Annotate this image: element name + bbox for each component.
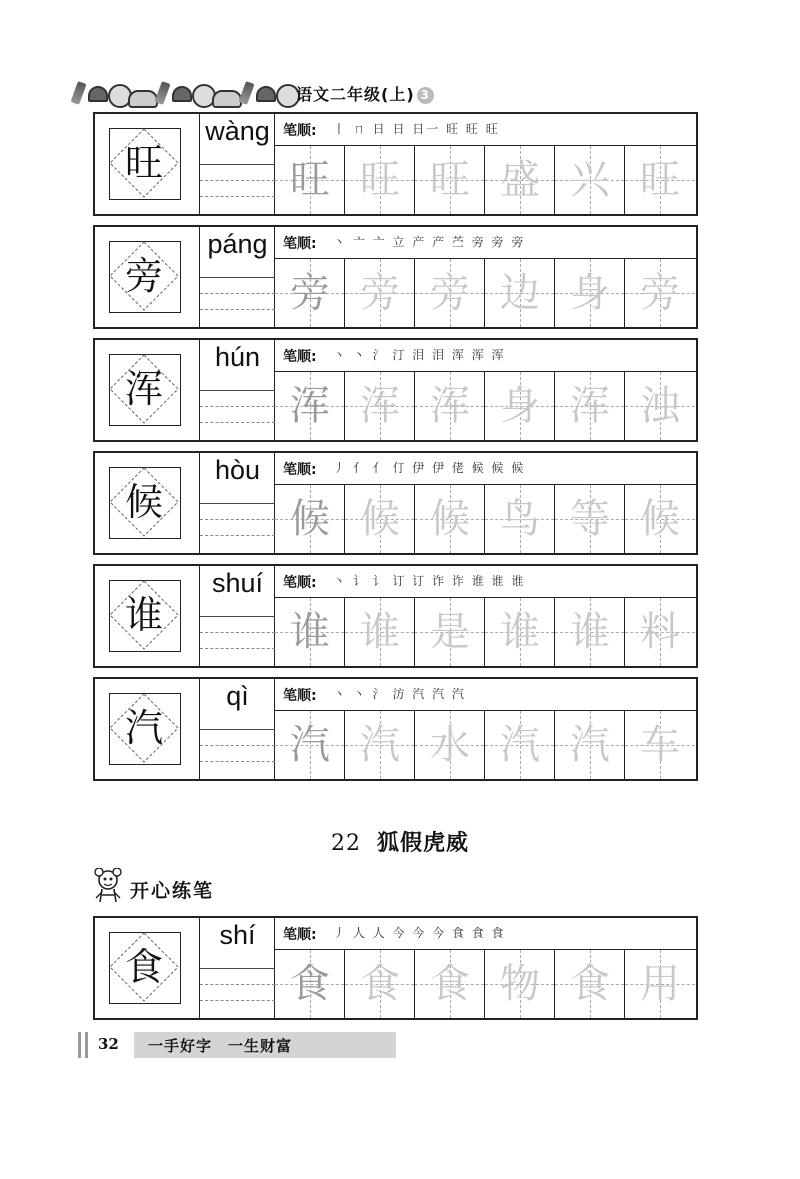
tracing-char: 食 [290, 961, 330, 1007]
tracing-cell[interactable] [275, 146, 345, 214]
stroke-order-area [275, 918, 696, 950]
lesson-title [0, 826, 800, 857]
mushroom-icon [172, 86, 192, 102]
mushroom-icon [88, 86, 108, 102]
tracing-cell[interactable] [555, 711, 625, 779]
stroke-order-area [275, 340, 696, 372]
tracing-cell[interactable] [415, 259, 485, 327]
pinyin: shuí [211, 568, 264, 598]
tracing-char: 浑 [290, 383, 330, 429]
tracing-char: 等 [570, 496, 610, 542]
tracing-grid [275, 372, 696, 440]
tracing-char: 盛 [500, 157, 540, 203]
header-title [296, 82, 434, 105]
tracing-char: 水 [430, 722, 470, 768]
practice-row [93, 112, 698, 216]
footer-bars [78, 1032, 88, 1058]
model-char-box [95, 114, 200, 214]
tracing-cell[interactable] [415, 711, 485, 779]
model-char-box [95, 453, 200, 553]
tracing-char: 物 [500, 961, 540, 1007]
pinyin: hún [214, 342, 261, 372]
tracing-char: 汽 [360, 722, 400, 768]
practice-row [93, 677, 698, 781]
practice-row [93, 564, 698, 668]
pinyin-box [200, 453, 275, 553]
model-char: 汽 [124, 706, 163, 750]
tracing-grid [275, 259, 696, 327]
pinyin: páng [207, 229, 268, 259]
tracing-char: 身 [500, 383, 540, 429]
model-char-box [95, 227, 200, 327]
stroke-order-area [275, 679, 696, 711]
tracing-char: 食 [360, 961, 400, 1007]
tracing-grid [275, 485, 696, 553]
page-number: 32 [98, 1035, 119, 1053]
tracing-grid [275, 146, 696, 214]
tracing-cell[interactable] [275, 485, 345, 553]
tracing-char: 浑 [430, 383, 470, 429]
tracing-char: 谁 [570, 609, 610, 655]
tracing-char: 旁 [640, 270, 680, 316]
stroke-order-sequence: 丿 人 人 今 今 今 食 食 食 [333, 926, 506, 940]
tracing-cell[interactable] [625, 950, 695, 1018]
tracing-char: 旺 [360, 157, 400, 203]
pencil-icon [71, 81, 87, 105]
practice-row [93, 225, 698, 329]
tracing-cell[interactable] [345, 950, 415, 1018]
tracing-char: 用 [640, 961, 680, 1007]
pencil-icon [239, 81, 255, 105]
tracing-cell[interactable] [485, 485, 555, 553]
stroke-order-label: 笔顺: [283, 688, 317, 704]
stroke-order-area [275, 566, 696, 598]
tracing-char: 浑 [570, 383, 610, 429]
tracing-char: 浑 [360, 383, 400, 429]
tracing-cell[interactable] [555, 146, 625, 214]
practice-row [93, 916, 698, 1020]
page-header [70, 78, 470, 112]
pinyin-box [200, 918, 275, 1018]
model-char-box [95, 679, 200, 779]
tracing-cell[interactable] [485, 711, 555, 779]
tracing-cell[interactable] [275, 598, 345, 666]
pinyin: qì [226, 681, 249, 711]
stroke-order-sequence: 丿 亻 亻 仃 伊 伊 佬 候 候 候 [333, 461, 526, 475]
tracing-char: 旺 [290, 157, 330, 203]
tracing-cell[interactable] [345, 146, 415, 214]
tracing-cell[interactable] [625, 711, 695, 779]
stroke-order-sequence: 丶 丶 氵 汸 汽 汽 汽 [333, 687, 466, 701]
tracing-grid [275, 950, 696, 1018]
model-char: 旁 [124, 254, 163, 298]
tracing-cell[interactable] [555, 598, 625, 666]
tracing-cell[interactable] [485, 146, 555, 214]
tracing-char: 汽 [290, 722, 330, 768]
tracing-char: 兴 [570, 157, 610, 203]
tracing-cell[interactable] [415, 598, 485, 666]
tracing-cell[interactable] [415, 485, 485, 553]
tracing-cell[interactable] [555, 485, 625, 553]
stroke-order-label: 笔顺: [283, 462, 317, 478]
tracing-cell[interactable] [555, 372, 625, 440]
tracing-cell[interactable] [345, 259, 415, 327]
section-heading [88, 866, 288, 910]
stroke-order-area [275, 453, 696, 485]
tracing-char: 谁 [360, 609, 400, 655]
pinyin-box [200, 227, 275, 327]
tracing-cell[interactable] [555, 259, 625, 327]
cloud-icon [212, 90, 242, 108]
stroke-order-area [275, 227, 696, 259]
practice-row [93, 338, 698, 442]
footer-slogan: 一手好字 一生财富 [148, 1037, 293, 1055]
stroke-order-sequence: 丶 丶 氵 汀 泪 泪 浑 浑 浑 [333, 348, 506, 362]
mascot-icon [92, 868, 124, 906]
pinyin-box [200, 114, 275, 214]
tracing-cell[interactable] [485, 372, 555, 440]
pinyin-box [200, 566, 275, 666]
tracing-char: 旺 [430, 157, 470, 203]
tracing-grid [275, 598, 696, 666]
tracing-char: 旁 [290, 270, 330, 316]
stroke-order-label: 笔顺: [283, 349, 317, 365]
tracing-char: 料 [640, 609, 680, 655]
model-char: 旺 [124, 141, 163, 185]
stroke-order-label: 笔顺: [283, 236, 317, 252]
tracing-char: 车 [640, 722, 680, 768]
lesson-title-text: 狐假虎威 [376, 830, 469, 856]
header-title-text: 语文二年级(上) [296, 85, 415, 104]
pinyin-box [200, 340, 275, 440]
tracing-char: 候 [430, 496, 470, 542]
model-char: 谁 [124, 593, 163, 637]
tracing-cell[interactable] [485, 598, 555, 666]
model-char: 候 [124, 480, 163, 524]
stroke-order-label: 笔顺: [283, 927, 317, 943]
practice-row [93, 451, 698, 555]
stroke-order-sequence: 丶 讠 讠 订 订 诈 诈 谁 谁 谁 [333, 574, 526, 588]
tracing-cell[interactable] [275, 950, 345, 1018]
tracing-char: 候 [290, 496, 330, 542]
tracing-cell[interactable] [345, 711, 415, 779]
tracing-cell[interactable] [485, 259, 555, 327]
tracing-char: 候 [640, 496, 680, 542]
stroke-order-sequence: 丶 亠 亠 立 产 产 苎 旁 旁 旁 [333, 235, 526, 249]
tracing-char: 汽 [500, 722, 540, 768]
tracing-cell[interactable] [625, 485, 695, 553]
tracing-cell[interactable] [625, 259, 695, 327]
tracing-char: 旁 [360, 270, 400, 316]
pinyin: hòu [214, 455, 261, 485]
tracing-cell[interactable] [345, 598, 415, 666]
stroke-order-area [275, 114, 696, 146]
pinyin: wàng [205, 116, 270, 146]
tracing-cell[interactable] [415, 372, 485, 440]
tracing-grid [275, 711, 696, 779]
model-char-box [95, 340, 200, 440]
tracing-cell[interactable] [275, 372, 345, 440]
model-char: 食 [124, 945, 163, 989]
tracing-cell[interactable] [625, 372, 695, 440]
section-label: 开心练笔 [130, 880, 215, 902]
tracing-char: 鸟 [500, 496, 540, 542]
tracing-char: 是 [430, 609, 470, 655]
stroke-order-label: 笔顺: [283, 575, 317, 591]
pinyin: shí [219, 920, 256, 950]
tracing-cell[interactable] [625, 146, 695, 214]
model-char-box [95, 566, 200, 666]
lesson-number: 22 [330, 831, 361, 856]
tracing-cell[interactable] [345, 372, 415, 440]
tracing-char: 浊 [640, 383, 680, 429]
model-char-box [95, 918, 200, 1018]
tracing-char: 食 [430, 961, 470, 1007]
cloud-icon [128, 90, 158, 108]
tracing-char: 汽 [570, 722, 610, 768]
page-footer [78, 1032, 338, 1058]
tracing-char: 谁 [290, 609, 330, 655]
tracing-char: 食 [570, 961, 610, 1007]
pinyin-box [200, 679, 275, 779]
pencil-icon [155, 81, 171, 105]
tracing-char: 旁 [430, 270, 470, 316]
model-char: 浑 [124, 367, 163, 411]
tracing-cell[interactable] [275, 259, 345, 327]
tracing-char: 旺 [640, 157, 680, 203]
tracing-char: 边 [500, 270, 540, 316]
tracing-char: 身 [570, 270, 610, 316]
tracing-cell[interactable] [485, 950, 555, 1018]
tracing-char: 谁 [500, 609, 540, 655]
tracing-cell[interactable] [555, 950, 625, 1018]
tracing-cell[interactable] [275, 711, 345, 779]
stroke-order-sequence: 丨 ㄇ 日 日 日一 旺 旺 旺 [333, 122, 500, 136]
tracing-cell[interactable] [345, 485, 415, 553]
tracing-cell[interactable] [625, 598, 695, 666]
tracing-cell[interactable] [415, 146, 485, 214]
tracing-char: 候 [360, 496, 400, 542]
stroke-order-label: 笔顺: [283, 123, 317, 139]
tracing-cell[interactable] [415, 950, 485, 1018]
header-badge: 3 [417, 87, 434, 104]
mushroom-icon [256, 86, 276, 102]
